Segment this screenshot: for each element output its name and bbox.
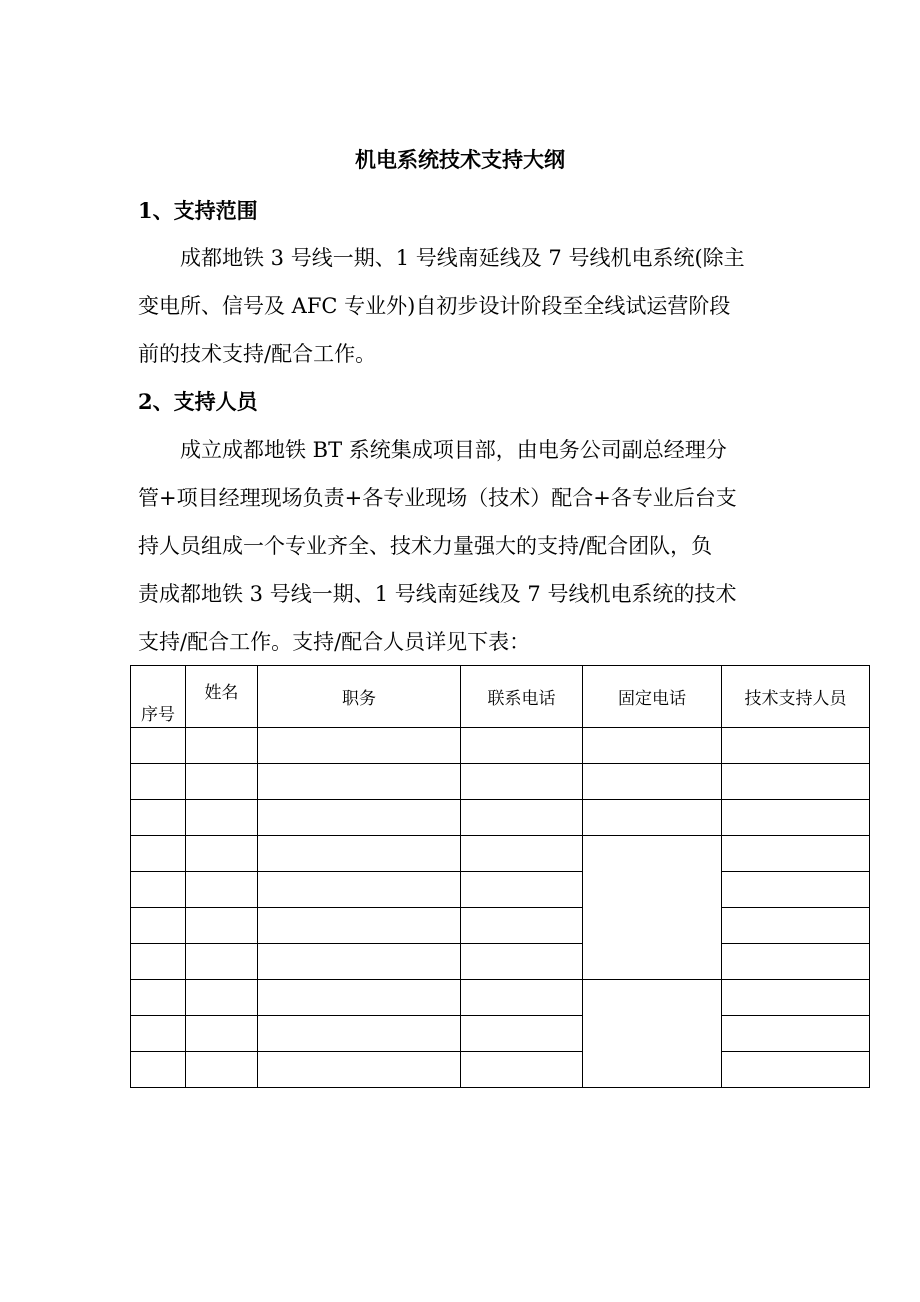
- paragraph-line: 前的技术支持/配合工作。: [138, 342, 377, 366]
- table-row: [131, 944, 870, 980]
- table-cell: [583, 764, 722, 800]
- table-cell: [461, 908, 583, 944]
- section-1-paragraph: [138, 234, 784, 378]
- table-cell: [186, 872, 258, 908]
- paragraph-line: 持人员组成一个专业齐全、技术力量强大的支持/配合团队，负: [138, 534, 713, 558]
- table-cell: [131, 800, 186, 836]
- table-cell: [722, 908, 870, 944]
- page-title: 机电系统技术支持大纲: [355, 147, 565, 172]
- table-cell: [461, 728, 583, 764]
- paragraph-line: 支持/配合工作。支持/配合人员详见下表：: [138, 630, 531, 654]
- table-cell: [461, 872, 583, 908]
- paragraph-line: 责成都地铁 3 号线一期、1 号线南延线及 7 号线机电系统的技术: [138, 582, 737, 606]
- table-row: [131, 728, 870, 764]
- table-cell: [131, 1016, 186, 1052]
- table-cell: [131, 764, 186, 800]
- table-cell-merged: [583, 980, 722, 1088]
- table-cell: [258, 764, 461, 800]
- header-name: 姓名: [186, 666, 258, 728]
- table-cell: [461, 1052, 583, 1088]
- table-cell: [461, 944, 583, 980]
- table-cell: [461, 1016, 583, 1052]
- header-seq: 序号: [131, 666, 186, 728]
- table-cell: [186, 908, 258, 944]
- table-cell: [583, 800, 722, 836]
- table-cell-merged: [583, 836, 722, 980]
- table-cell: [258, 728, 461, 764]
- table-cell: [461, 800, 583, 836]
- table-cell: [131, 872, 186, 908]
- table-cell: [722, 728, 870, 764]
- table-cell: [186, 728, 258, 764]
- table-cell: [722, 764, 870, 800]
- table-cell: [258, 944, 461, 980]
- table-cell: [722, 980, 870, 1016]
- table-cell: [258, 1016, 461, 1052]
- table-row: [131, 980, 870, 1016]
- table-cell: [131, 944, 186, 980]
- header-contact-phone: 联系电话: [461, 666, 583, 728]
- table-cell: [461, 836, 583, 872]
- table-cell: [722, 872, 870, 908]
- table-cell: [131, 908, 186, 944]
- table-cell: [258, 800, 461, 836]
- paragraph-line: 成都地铁 3 号线一期、1 号线南延线及 7 号线机电系统(除主: [180, 246, 745, 270]
- section-1-heading: 1、支持范围: [138, 198, 258, 223]
- table-cell: [186, 944, 258, 980]
- table-row: [131, 908, 870, 944]
- table-cell: [186, 800, 258, 836]
- section-2-paragraph: [138, 426, 784, 666]
- table-cell: [186, 980, 258, 1016]
- section-2-heading: 2、支持人员: [138, 389, 258, 414]
- table-cell: [131, 1052, 186, 1088]
- table-cell: [461, 764, 583, 800]
- table-cell: [722, 1052, 870, 1088]
- table-row: [131, 800, 870, 836]
- table-row: [131, 1016, 870, 1052]
- header-position: 职务: [258, 666, 461, 728]
- table-cell: [131, 980, 186, 1016]
- table-cell: [186, 764, 258, 800]
- table-cell: [131, 728, 186, 764]
- table-cell: [186, 1016, 258, 1052]
- paragraph-line: 成立成都地铁 BT 系统集成项目部，由电务公司副总经理分: [180, 438, 727, 462]
- paragraph-line: 管+项目经理现场负责+各专业现场（技术）配合+各专业后台支: [138, 486, 737, 510]
- header-support-staff: 技术支持人员: [722, 666, 870, 728]
- table-cell: [186, 836, 258, 872]
- table-cell: [258, 1052, 461, 1088]
- table-cell: [722, 1016, 870, 1052]
- table-cell: [583, 728, 722, 764]
- table-cell: [258, 836, 461, 872]
- table-row: [131, 836, 870, 872]
- table-cell: [258, 908, 461, 944]
- paragraph-line: 变电所、信号及 AFC 专业外)自初步设计阶段至全线试运营阶段: [138, 294, 731, 318]
- table-header-row: [131, 666, 870, 728]
- staff-table: [130, 665, 870, 1088]
- table-cell: [258, 872, 461, 908]
- header-landline: 固定电话: [583, 666, 722, 728]
- table-cell: [131, 836, 186, 872]
- table-cell: [258, 980, 461, 1016]
- table-cell: [186, 1052, 258, 1088]
- table-row: [131, 764, 870, 800]
- table-cell: [722, 944, 870, 980]
- table-cell: [722, 836, 870, 872]
- table-cell: [461, 980, 583, 1016]
- table-cell: [722, 800, 870, 836]
- table-row: [131, 1052, 870, 1088]
- table-row: [131, 872, 870, 908]
